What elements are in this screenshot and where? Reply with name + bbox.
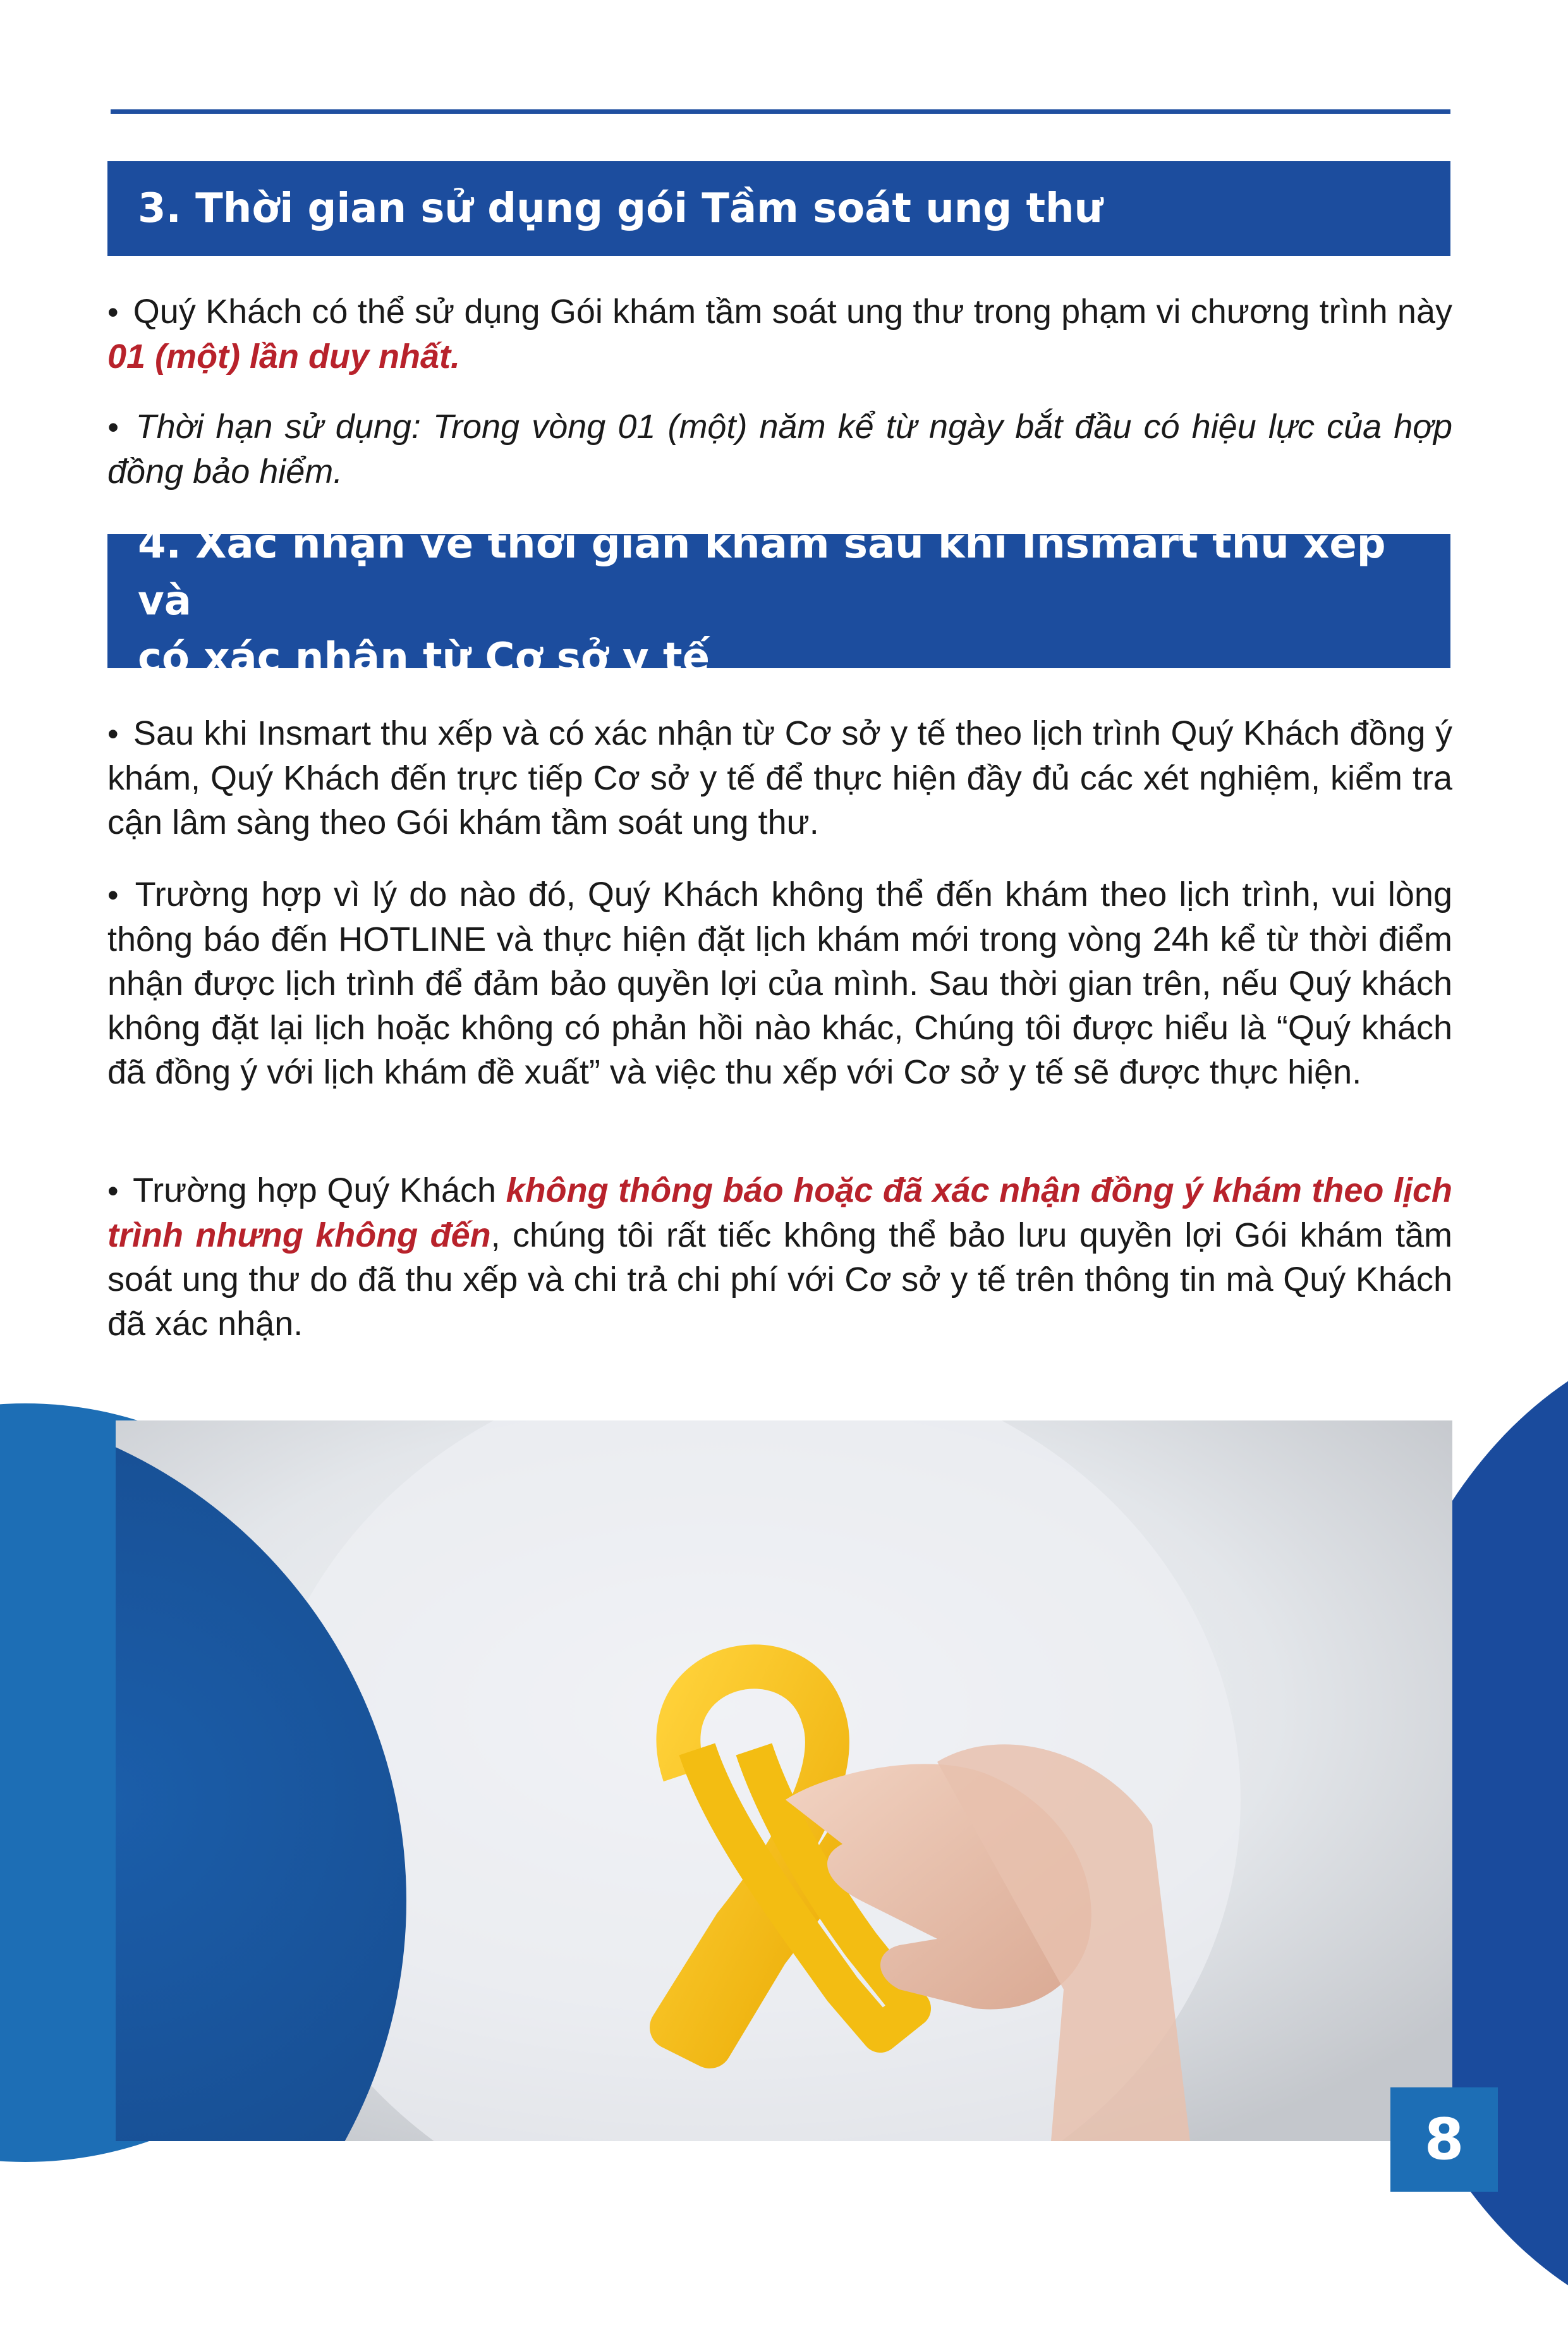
section-4-title-line1: 4. Xác nhận về thời gian khám sau khi Insmart thu xếp và: [138, 521, 1386, 625]
section-4-title-line2: có xác nhận từ Cơ sở y tế: [138, 635, 710, 681]
bullet-5: •: [107, 1173, 119, 1209]
section-4-header: [107, 521, 1450, 681]
p2-text: Thời hạn sử dụng: Trong vòng 01 (một) năm kể từ ngày bắt đầu có hiệu lực của hợp đồng bảo hiểm.: [107, 408, 1452, 491]
bullet-2: •: [107, 410, 119, 445]
section-3-header: [107, 161, 1450, 256]
paragraph-after-confirmation: [107, 711, 1452, 845]
paragraph-no-show: [107, 1168, 1452, 1346]
p4-text: Trường hợp vì lý do nào đó, Quý Khách không thể đến khám theo lịch trình, vui lòng thông báo đến HOTLINE và thực hiện đặt lịch khám mới trong vòng 24h kể từ thời điểm nhận được lịch trình để đảm bảo quyền lợi của mình. Sau thời gian trên, nếu Quý khách không đặt lại lịch hoặc không có phản hồi nào khác, Chúng tôi được hiểu là “Quý khách đã đồng ý với lịch khám đề xuất” và việc thu xếp với Cơ sở y tế sẽ được thực hiện.: [107, 876, 1452, 1091]
top-divider: [111, 109, 1450, 114]
p1-highlight: 01 (một) lần duy nhất.: [107, 338, 461, 376]
paragraph-reschedule: [107, 872, 1452, 1094]
page-number: 8: [1390, 2087, 1498, 2192]
p5-highlight: không thông báo hoặc đã xác nhận đồng ý khám theo lịch trình nhưng không đến: [107, 1171, 1452, 1254]
paragraph-usage-period: [107, 405, 1452, 494]
paragraph-usage-count: [107, 290, 1452, 379]
p5-post: , chúng tôi rất tiếc không thể bảo lưu quyền lợi Gói khám tầm soát ung thư do đã thu xếp và chi trả chi phí với Cơ sở y tế trên thông tin mà Quý Khách đã xác nhận.: [107, 1216, 1452, 1343]
section-3-title: 3. Thời gian sử dụng gói Tầm soát ung thư: [138, 185, 1103, 232]
bullet-3: •: [107, 716, 119, 752]
photo-dark-overlay: [116, 1420, 413, 2141]
p5-pre: Trường hợp Quý Khách: [133, 1171, 506, 1209]
p3-text: Sau khi Insmart thu xếp và có xác nhận từ Cơ sở y tế theo lịch trình Quý Khách đồng ý khám, Quý Khách đến trực tiếp Cơ sở y tế để thực hiện đầy đủ các xét nghiệm, kiểm tra cận lâm sàng theo Gói khám tầm soát ung thư.: [107, 714, 1452, 841]
bullet-1: •: [107, 295, 119, 330]
p1-text: Quý Khách có thể sử dụng Gói khám tầm soát ung thư trong phạm vi chương trình này: [133, 293, 1452, 331]
bullet-4: •: [107, 877, 119, 913]
